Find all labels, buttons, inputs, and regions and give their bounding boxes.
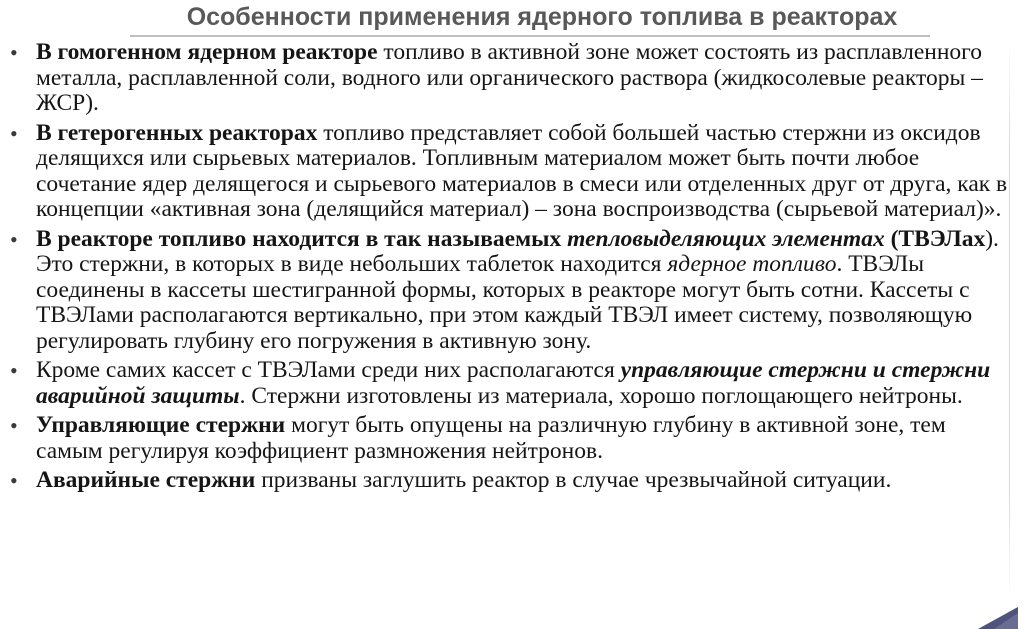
bullet-item xyxy=(8,40,1014,117)
slide-title: Особенности применения ядерного топлива в реакторах xyxy=(186,3,898,31)
bullet-text-bold: Управляющие стержни xyxy=(36,412,286,438)
bullet-text: топливо представляет собой большей частью стержни из оксидов делящихся или сырьевых материалов. Топливным материалом может быть почти любое сочетание ядер делящегося и сырьевого материалов в смеси или отделенных друг от друга, как в концепции «активная зона (делящийся материал) – зона воспроизводства (сырьевой материал)». xyxy=(36,119,1008,222)
bullet-text: Кроме самих кассет с ТВЭЛами среди них располагаются xyxy=(36,357,621,383)
bullet-text-bold: Аварийные стержни xyxy=(36,467,256,493)
bullet-dot-icon: • xyxy=(10,358,18,383)
bullet-text: . ТВЭЛы соединены в кассеты шестигранной формы, которых в реакторе могут быть сотни. Кассеты с ТВЭЛами располагаются вертикально, при этом каждый ТВЭЛ имеет систему, позволяющую регулировать глубину его погружения в активную зону. xyxy=(36,251,973,354)
bullet-item xyxy=(8,227,1014,355)
bullet-text: топливо в активной зоне может состоять из расплавленного металла, расплавленной соли, водного или органического раствора (жидкосолевые реакторы – ЖСР). xyxy=(36,39,983,116)
bullet-dot-icon: • xyxy=(10,468,18,493)
bullet-dot-icon: • xyxy=(10,226,18,252)
bullet-item xyxy=(8,121,1014,223)
bullet-item xyxy=(8,413,1014,464)
bullet-item xyxy=(8,468,1014,494)
bullet-text-bold-italic: управляющие стержни и стержни аварийной защиты xyxy=(36,357,991,409)
bullet-text: ). Это стержни, в которых в виде небольших таблеток находится xyxy=(36,225,999,277)
bullet-text-bold-italic: тепловыделяющих элементах xyxy=(567,225,885,252)
bullet-text: могут быть опущены на различную глубину в активной зоне, тем самым регулируя коэффициент размножения нейтронов. xyxy=(36,412,946,464)
bullet-dot-icon: • xyxy=(10,413,18,438)
bullet-text-bold: В гетерогенных реакторах xyxy=(36,119,318,146)
bullet-text-italic: ядерное топливо xyxy=(667,251,837,277)
bullet-dot-icon: • xyxy=(10,40,18,65)
corner-decoration-icon xyxy=(964,607,1018,629)
bullet-text-bold: В гомогенном ядерном реакторе xyxy=(36,39,378,65)
bullet-dot-icon: • xyxy=(10,120,18,146)
bullet-text: . Стержни изготовлены из материала, хорошо поглощающего нейтроны. xyxy=(239,382,963,409)
bullet-item xyxy=(8,358,1014,409)
bullet-list xyxy=(8,40,1014,498)
bullet-text-bold: (ТВЭЛах xyxy=(884,225,986,252)
bullet-text: призваны заглушить реактор в случае чрезвычайной ситуации. xyxy=(255,467,892,493)
bullet-text-bold: В реакторе топливо находится в так называемых xyxy=(36,225,568,252)
title-underline xyxy=(130,35,930,37)
